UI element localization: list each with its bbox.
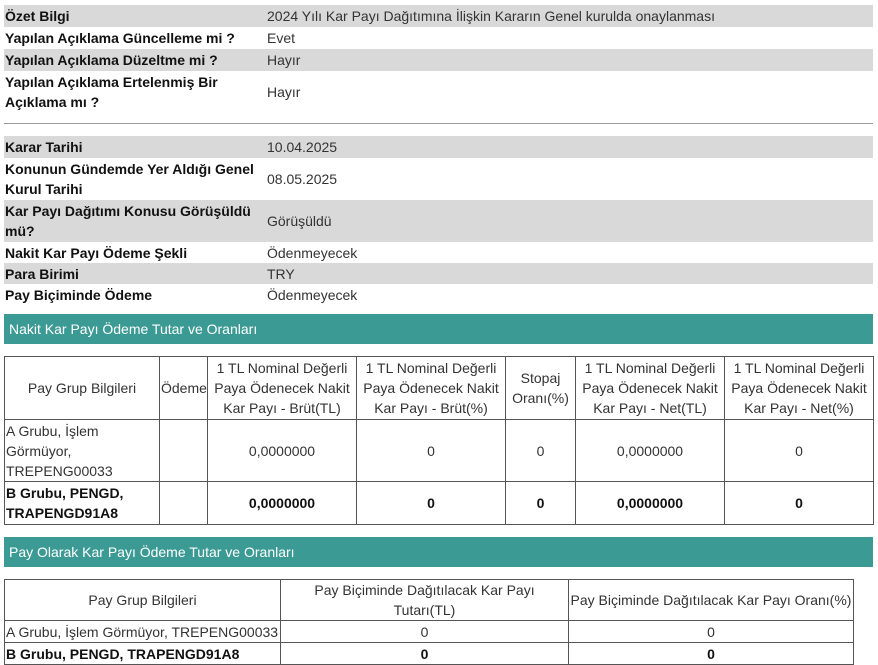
- payment-cell: [160, 482, 208, 525]
- summary-value: 2024 Yılı Kar Payı Dağıtımına İlişkin Kararın Genel kurulda onaylanması: [263, 5, 873, 27]
- group-cell: B Grubu, PENGD, TRAPENGD91A8: [5, 643, 281, 665]
- detail-key: Nakit Kar Payı Ödeme Şekli: [5, 244, 188, 261]
- summary-key: Yapılan Açıklama Düzeltme mi ?: [4, 49, 263, 71]
- detail-row-genel-kurul-tarihi: [4, 158, 873, 200]
- detail-value: Ödenmeyecek: [267, 286, 358, 303]
- column-header: Pay Biçiminde Dağıtılacak Kar Payı Tutarı(TL): [281, 580, 569, 621]
- summary-value: Evet: [267, 30, 296, 46]
- column-header: Pay Grup Bilgileri: [5, 580, 281, 621]
- column-header: 1 TL Nominal Değerli Paya Ödenecek Nakit Kar Payı - Brüt(%): [357, 357, 506, 420]
- group-cell: B Grubu, PENGD, TRAPENGD91A8: [5, 482, 160, 525]
- summary-key: Yapılan Açıklama Güncelleme mi ?: [5, 30, 235, 46]
- column-header: Pay Biçiminde Dağıtılacak Kar Payı Oranı(%): [569, 580, 854, 621]
- detail-key: Karar Tarihi: [4, 136, 263, 158]
- value-cell: 0: [569, 621, 854, 643]
- share-dividend-table: [4, 579, 854, 665]
- detail-key: Konunun Gündemde Yer Aldığı Genel Kurul Tarihi: [5, 161, 254, 197]
- detail-row-odeme-sekli: [4, 242, 873, 263]
- summary-value: Hayır: [267, 84, 301, 100]
- cash-dividend-table: [4, 356, 874, 525]
- detail-value: TRY: [263, 263, 873, 284]
- section-divider: [4, 123, 873, 124]
- value-cell: 0: [569, 643, 854, 665]
- value-cell: 0,0000000: [576, 482, 725, 525]
- detail-row-gorusuldu: [4, 200, 873, 242]
- detail-value: 08.05.2025: [267, 171, 338, 187]
- table-row: [5, 643, 854, 665]
- table-row: [5, 621, 854, 643]
- detail-key: Pay Biçiminde Ödeme: [5, 286, 153, 303]
- details-table: [4, 136, 873, 305]
- column-header: 1 TL Nominal Değerli Paya Ödenecek Nakit Kar Payı - Brüt(TL): [208, 357, 357, 420]
- detail-row-para-birimi: [4, 263, 873, 284]
- value-cell: 0: [281, 621, 569, 643]
- group-cell: A Grubu, İşlem Görmüyor, TREPENG00033: [5, 621, 281, 643]
- summary-key: Yapılan Açıklama Ertelenmiş Bir Açıklama mı ?: [5, 74, 218, 110]
- share-section-title: Pay Olarak Kar Payı Ödeme Tutar ve Oranları: [4, 537, 873, 567]
- value-cell: 0,0000000: [208, 482, 357, 525]
- value-cell: 0: [357, 482, 506, 525]
- detail-key: Kar Payı Dağıtımı Konusu Görüşüldü mü?: [4, 200, 263, 242]
- column-header: 1 TL Nominal Değerli Paya Ödenecek Nakit Kar Payı - Net(TL): [576, 357, 725, 420]
- detail-row-karar-tarihi: [4, 136, 873, 158]
- payment-cell: [160, 420, 208, 482]
- table-row: [5, 482, 874, 525]
- disclosure-page: [4, 5, 877, 665]
- detail-value: Görüşüldü: [263, 200, 873, 242]
- cash-section-title: Nakit Kar Payı Ödeme Tutar ve Oranları: [4, 314, 873, 344]
- value-cell: 0,0000000: [208, 420, 357, 482]
- summary-row-guncelleme: [4, 27, 873, 49]
- value-cell: 0: [725, 420, 874, 482]
- value-cell: 0,0000000: [576, 420, 725, 482]
- value-cell: 0: [725, 482, 874, 525]
- value-cell: 0: [281, 643, 569, 665]
- cash-table-header-row: [5, 357, 874, 420]
- column-header: Ödeme: [160, 357, 208, 420]
- detail-value: 10.04.2025: [263, 136, 873, 158]
- detail-value: Ödenmeyecek: [267, 244, 358, 261]
- column-header: Stopaj Oranı(%): [506, 357, 576, 420]
- value-cell: 0: [357, 420, 506, 482]
- summary-value: Hayır: [263, 49, 873, 71]
- detail-key: Para Birimi: [4, 263, 263, 284]
- summary-key: Özet Bilgi: [4, 5, 263, 27]
- value-cell: 0: [506, 420, 576, 482]
- summary-row-duzeltme: [4, 49, 873, 71]
- summary-row-ozet-bilgi: [4, 5, 873, 27]
- column-header: Pay Grup Bilgileri: [5, 357, 160, 420]
- column-header: 1 TL Nominal Değerli Paya Ödenecek Nakit Kar Payı - Net(%): [725, 357, 874, 420]
- summary-table: [4, 5, 873, 113]
- table-row: [5, 420, 874, 482]
- value-cell: 0: [506, 482, 576, 525]
- detail-row-pay-bicimi: [4, 284, 873, 305]
- share-table-header-row: [5, 580, 854, 621]
- group-cell: A Grubu, İşlem Görmüyor, TREPENG00033: [5, 420, 160, 482]
- summary-row-ertelenmis: [4, 71, 873, 113]
